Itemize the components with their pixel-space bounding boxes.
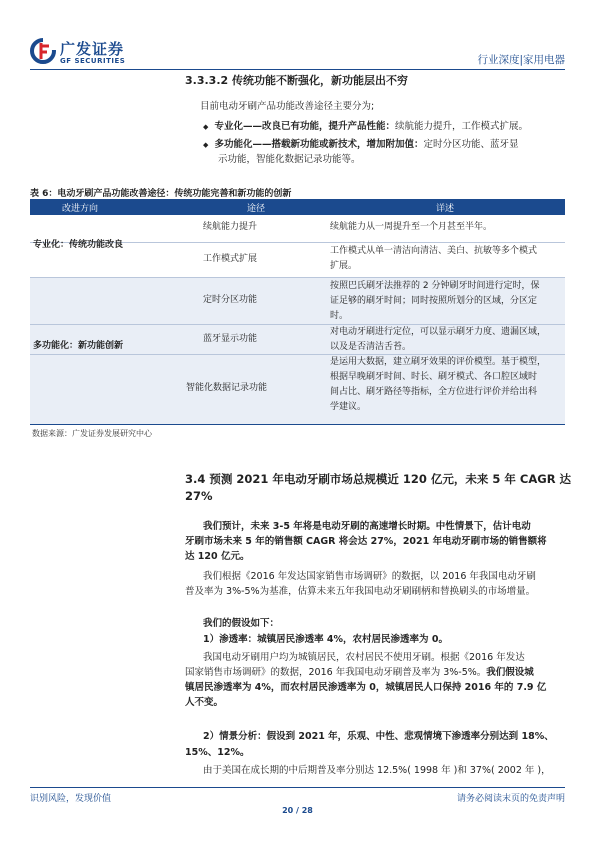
table-path: 定时分区功能 [203,295,258,305]
table-detail: 证足够的刷牙时间；同时按照所划分的区域，分区定 [330,296,538,306]
logo-text-cn: 广发证券 [60,40,125,58]
bullet-icon: ◆ [203,123,209,131]
header-divider [30,69,565,70]
section-heading-34 [185,471,571,505]
table-path: 工作模式扩展 [203,254,258,264]
bullet-2 [203,138,518,153]
logo-text-en: GF SECURITIES [60,57,126,65]
table-title: 表 6：电动牙刷产品功能改善途径：传统功能完善和新功能的创新 [30,189,292,199]
assumption-1-line4: 人不变。 [185,697,224,708]
p2-line1: 我们根据《2016 年发达国家销售市场调研》的数据，以 2016 年我国电动牙刷 [203,571,536,582]
assumption-1-line2 [185,666,534,681]
table-detail: 以及是否清洁舌苔。 [330,342,412,352]
bullet-1-text: 续航能力提升，工作模式扩展。 [394,121,528,132]
table-detail: 按照巴氏刷牙法推荐的 2 分钟刷牙时间进行定时，保 [330,281,540,291]
bullet-1-bold: 专业化——改良已有功能，提升产品性能： [214,121,395,132]
table-header-path: 途径 [247,204,266,214]
table-detail: 工作模式从单一清洁向清洁、美白、抗敏等多个模式 [330,246,538,256]
table-header-detail: 详述 [436,204,455,214]
table-detail: 是运用大数据，建立刷牙效果的评价模型。基于模型， [330,357,547,367]
gf-logo-icon [30,38,56,64]
bullet-2-text-a: 定时分区功能、蓝牙显 [423,139,519,150]
bullet-icon: ◆ [203,141,209,149]
assumption-1-line2a: 国家销售市场调研》的数据，2016 年我国电动牙刷普及率为 3%-5%。 [185,667,487,678]
table-detail: 根据早晚刷牙时间、时长、刷牙模式、各口腔区域时 [330,372,538,382]
table-path: 续航能力提升 [203,222,258,232]
table-source: 数据来源：广发证券发展研究中心 [32,429,152,438]
table-path: 蓝牙显示功能 [203,334,258,344]
bullet-2-bold: 多功能化——搭载新功能或新技术，增加附加值： [214,139,424,150]
table-detail: 对电动牙刷进行定位，可以显示刷牙力度、遗漏区域， [330,327,547,337]
table-direction-2: 多功能化：新功能创新 [33,341,124,351]
assumption-1-line3: 镇居民渗透率为 4%，而农村居民渗透率为 0，城镇居民人口保持 2016 年的 7.9 亿 [185,682,547,693]
header-category: 行业深度|家用电器 [477,54,565,66]
table-detail: 学建议。 [330,402,367,412]
assumption-1-line1: 我国电动牙刷用户均为城镇居民，农村居民不使用牙刷。根据《2016 年发达 [203,652,525,663]
assumption-1-title: 1）渗透率：城镇居民渗透率 4%，农村居民渗透率为 0。 [203,634,448,645]
section-heading-34-line2: 27% [185,489,213,503]
table-header-direction: 改进方向 [62,204,99,214]
footer-divider [30,787,565,788]
p2-line2: 普及率为 3%-5%为基准，估算未来五年我国电动牙刷刷柄和替换刷头的市场增量。 [185,586,536,597]
assumption-2-line3: 由于美国在成长期的中后期普及率分别达 12.5%( 1998 年 )和 37%( 2002 年 )， [203,765,551,776]
assumption-title: 我们的假设如下： [203,618,280,629]
section-heading-34-line1: 3.4 预测 2021 年电动牙刷市场总规模近 120 亿元，未来 5 年 CAGR 达 [185,472,572,486]
page-number: 20 / 28 [282,806,313,815]
intro-text: 目前电动牙刷产品功能改善途径主要分为; [200,101,375,112]
bullet-2-text-b: 示功能，智能化数据记录功能等。 [218,154,361,165]
table-path: 智能化数据记录功能 [186,383,268,393]
footer-disclaimer-link[interactable]: 请务必阅读末页的免责声明 [456,794,565,804]
footer-slogan: 识别风险，发现价值 [30,794,112,804]
table-detail: 时。 [330,311,349,321]
p1-line1: 我们预计，未来 3-5 年将是电动牙刷的高速增长时期。中性情景下，估计电动 [203,521,531,532]
assumption-2-line2: 15%、12%。 [185,747,250,758]
table-direction-1: 专业化：传统功能改良 [33,240,124,250]
bullet-1 [203,120,528,135]
p1-line3: 达 120 亿元。 [185,551,250,562]
table-bottom-rule [30,424,565,425]
row-separator [30,277,565,278]
table-detail: 续航能力从一周提升至一个月甚至半年。 [330,222,493,232]
table-detail: 扩展。 [330,261,358,271]
table-header-row [30,200,565,215]
p1-line2: 牙刷市场未来 5 年的销售额 CAGR 将会达 27%，2021 年电动牙刷市场的销售额将 [185,536,547,547]
table-detail: 间占比、刷牙路径等指标，全方位进行评价并给出科 [330,387,538,397]
assumption-2-line1: 2）情景分析：假设到 2021 年，乐观、中性、悲观情境下渗透率分别达到 18%、 [203,731,554,742]
assumption-1-line2b: 我们假设城 [486,667,534,678]
section-heading-3332: 3.3.3.2 传统功能不断强化，新功能层出不穷 [185,74,408,87]
